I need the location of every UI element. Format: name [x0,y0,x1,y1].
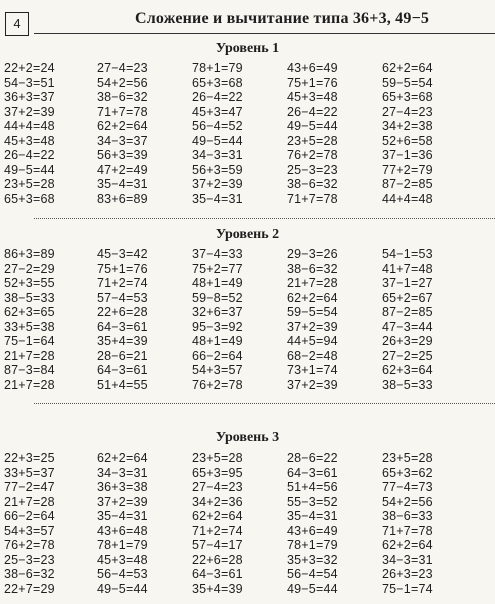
equation: 62+2=64 [97,451,148,465]
equation: 23+5=28 [4,177,55,191]
equation: 54+3=57 [4,523,55,538]
equation: 22+7=29 [4,581,55,596]
equation: 22+3=25 [4,451,55,465]
equation: 55−3=52 [287,494,338,509]
equation: 71+2=74 [97,276,148,290]
example-column [192,247,243,392]
equation: 66−2=64 [192,348,243,363]
equation: 33+5=38 [4,319,55,334]
equation: 36+3=37 [4,90,55,104]
page-title: Сложение и вычитание типа 36+3, 49−5 [135,10,430,27]
equation: 65+2=67 [382,290,433,305]
equation: 62+2=64 [382,538,433,552]
equation: 75+2=77 [192,261,243,276]
equation: 62+3=65 [4,305,55,319]
equation: 64−3=61 [97,363,148,377]
equation: 78+1=79 [287,538,338,552]
equation: 45+3=48 [287,90,338,104]
equation: 49−5=44 [287,119,338,133]
example-column [192,451,243,596]
equation: 57−4=53 [97,290,148,305]
equation: 83+6=89 [97,191,148,206]
equation: 78+1=79 [192,61,243,75]
example-column [192,61,243,206]
section-divider [34,218,495,219]
equation: 87−2=85 [382,177,433,191]
equation: 59−5=54 [287,305,338,319]
equation: 35−4=31 [192,191,243,206]
equation: 62+2=64 [287,290,338,305]
equation: 38−5=33 [4,290,55,305]
equation: 37+2=39 [287,377,338,392]
example-column [287,61,338,206]
equation: 38−6=32 [4,567,55,581]
equation: 21+7=28 [287,276,338,290]
equation: 75−1=74 [382,581,433,596]
equation: 64−3=61 [287,465,338,480]
equation: 37+2=39 [97,494,148,509]
equation: 54+2=56 [97,75,148,90]
equation: 25−3=23 [4,552,55,567]
equation: 62+3=64 [382,363,433,377]
equation: 65+3=62 [382,465,433,480]
equation: 27−4=23 [192,480,243,494]
equation: 45+3=48 [4,133,55,148]
equation: 38−5=33 [382,377,433,392]
equation: 26+3=23 [382,567,433,581]
equation: 22+6=28 [192,552,243,567]
equation: 87−2=85 [382,305,433,319]
equation: 26−4=22 [192,90,243,104]
equation: 41+7=48 [382,261,433,276]
equation: 37+2=39 [287,319,338,334]
equation: 21+7=28 [4,494,55,509]
equation: 21+7=28 [4,348,55,363]
equation: 38−6=33 [382,509,433,523]
equation: 44+5=94 [287,334,338,348]
equation: 34−3=31 [192,148,243,162]
equation: 57−4=17 [192,538,243,552]
equation: 54+2=56 [382,494,433,509]
equation: 59−5=54 [382,75,433,90]
equation: 64−3=61 [97,319,148,334]
equation: 27−4=23 [97,61,148,75]
level-3-heading: Уровень 3 [215,430,280,445]
equation: 62+2=64 [382,61,433,75]
equation: 56−4=54 [287,567,338,581]
equation: 86+3=89 [4,247,55,261]
equation: 27−2=25 [382,348,433,363]
equation: 35+4=39 [97,334,148,348]
equation: 33+5=37 [4,465,55,480]
equation: 75+1=76 [287,75,338,90]
equation: 26−4=22 [4,148,55,162]
equation: 51+4=56 [287,480,338,494]
equation: 28−6=21 [97,348,148,363]
equation: 48+1=49 [192,276,243,290]
equation: 37+2=39 [192,177,243,191]
equation: 66−2=64 [4,509,55,523]
equation: 49−5=44 [4,162,55,177]
equation: 38−6=32 [97,90,148,104]
equation: 43+6=49 [287,61,338,75]
equation: 73+1=74 [287,363,338,377]
example-column [287,247,338,392]
equation: 49−5=44 [287,581,338,596]
equation: 77−4=73 [382,480,433,494]
equation: 34+2=36 [192,494,243,509]
equation: 38−6=32 [287,177,338,191]
equation: 71+7=78 [382,523,433,538]
equation: 48+1=49 [192,334,243,348]
example-column [4,247,55,392]
equation: 43+6=48 [97,523,148,538]
level-1-heading: Уровень 1 [215,41,280,56]
equation: 45−3=42 [97,247,148,261]
example-column [382,247,433,392]
equation: 75−1=64 [4,334,55,348]
equation: 27−2=29 [4,261,55,276]
equation: 37−1=36 [382,148,433,162]
equation: 52+3=55 [4,276,55,290]
equation: 64−3=61 [192,567,243,581]
equation: 65+3=95 [192,465,243,480]
equation: 43+6=49 [287,523,338,538]
equation: 38−6=32 [287,261,338,276]
equation: 56−4=53 [97,567,148,581]
level-2-heading: Уровень 2 [215,227,280,242]
example-column [97,61,148,206]
equation: 35+3=32 [287,552,338,567]
equation: 56−4=52 [192,119,243,133]
equation: 22+6=28 [97,305,148,319]
equation: 65+3=68 [382,90,433,104]
equation: 44+4=48 [382,191,433,206]
equation: 49−5=44 [192,133,243,148]
equation: 35−4=31 [287,509,338,523]
equation: 76+2=78 [4,538,55,552]
equation: 54−1=53 [382,247,433,261]
equation: 56+3=59 [192,162,243,177]
equation: 22+2=24 [4,61,55,75]
section-divider [34,403,495,404]
equation: 52+6=58 [382,133,433,148]
example-column [4,451,55,596]
equation: 23+5=28 [382,451,433,465]
equation: 71+7=78 [287,191,338,206]
example-column [382,451,433,596]
equation: 68−2=48 [287,348,338,363]
equation: 47+2=49 [97,162,148,177]
equation: 37−1=27 [382,276,433,290]
equation: 34+2=38 [382,119,433,133]
example-column [287,451,338,596]
equation: 35+4=39 [192,581,243,596]
equation: 36+3=38 [97,480,148,494]
equation: 35−4=31 [97,509,148,523]
equation: 65+3=68 [192,75,243,90]
equation: 95−3=92 [192,319,243,334]
equation: 62+2=64 [192,509,243,523]
equation: 23+5=28 [192,451,243,465]
equation: 27−4=23 [382,104,433,119]
equation: 87−3=84 [4,363,55,377]
page-number: 4 [5,12,29,36]
equation: 28−6=22 [287,451,338,465]
equation: 59−8=52 [192,290,243,305]
equation: 62+2=64 [97,119,148,133]
title-underline [34,33,495,34]
equation: 34−3=37 [97,133,148,148]
equation: 35−4=31 [97,177,148,191]
equation: 77+2=79 [382,162,433,177]
equation: 76+2=78 [287,148,338,162]
equation: 45+3=48 [97,552,148,567]
equation: 77−2=47 [4,480,55,494]
equation: 76+2=78 [192,377,243,392]
equation: 75+1=76 [97,261,148,276]
equation: 51+4=55 [97,377,148,392]
equation: 71+2=74 [192,523,243,538]
equation: 25−3=23 [287,162,338,177]
equation: 37+2=39 [4,104,55,119]
example-column [382,61,433,206]
equation: 45+3=47 [192,104,243,119]
equation: 65+3=68 [4,191,55,206]
equation: 29−3=26 [287,247,338,261]
equation: 21+7=28 [4,377,55,392]
equation: 37−4=33 [192,247,243,261]
equation: 34−3=31 [382,552,433,567]
equation: 71+7=78 [97,104,148,119]
equation: 47−3=44 [382,319,433,334]
equation: 54+3=57 [192,363,243,377]
example-column [97,451,148,596]
equation: 26+3=29 [382,334,433,348]
equation: 54−3=51 [4,75,55,90]
equation: 44+4=48 [4,119,55,133]
equation: 34−3=31 [97,465,148,480]
equation: 78+1=79 [97,538,148,552]
equation: 49−5=44 [97,581,148,596]
example-column [97,247,148,392]
example-column [4,61,55,206]
equation: 56+3=39 [97,148,148,162]
equation: 26−4=22 [287,104,338,119]
equation: 23+5=28 [287,133,338,148]
equation: 32+6=37 [192,305,243,319]
